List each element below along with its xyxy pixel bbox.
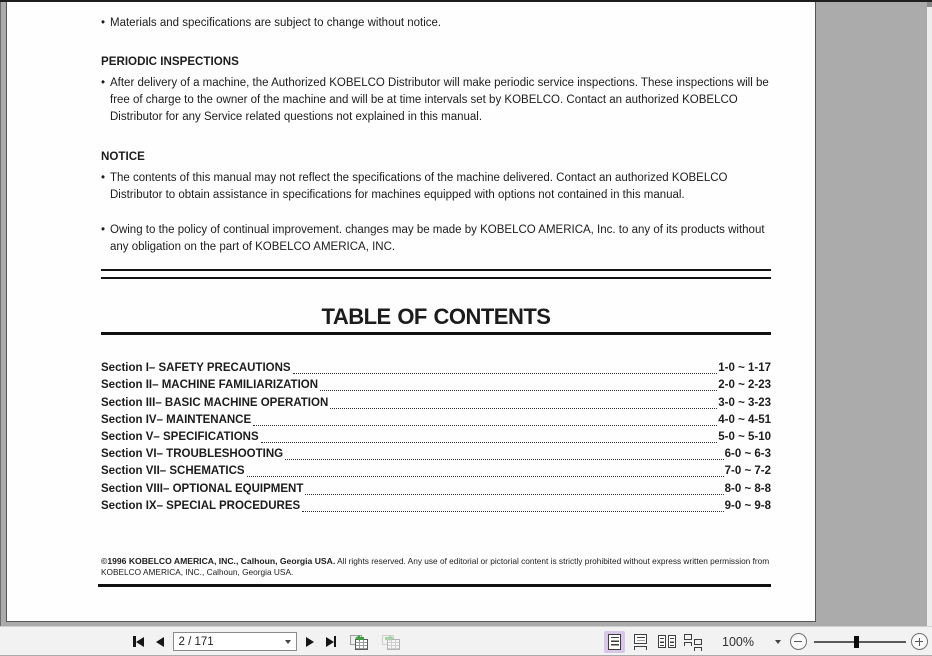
zoom-in-button[interactable] — [911, 633, 928, 650]
toc-title-underline — [101, 332, 771, 335]
zoom-dropdown-caret-icon[interactable] — [775, 640, 781, 644]
toc-entry-pages: 6-0 ~ 6-3 — [724, 448, 771, 461]
toc-entry — [101, 377, 771, 394]
bullet-icon: • — [101, 77, 106, 89]
next-page-icon — [306, 637, 314, 647]
toc-entry-pages: 9-0 ~ 9-8 — [724, 499, 771, 512]
bottom-rule — [98, 584, 771, 587]
first-page-icon — [136, 637, 144, 647]
materials-notice — [101, 15, 771, 32]
dot-leader — [320, 389, 717, 391]
toc-entry — [101, 412, 771, 429]
zoom-level-value[interactable]: 100% — [722, 634, 754, 649]
last-page-icon — [326, 637, 334, 647]
dot-leader — [305, 493, 723, 495]
toc-entry — [101, 394, 771, 411]
view-zoom-group — [604, 627, 928, 656]
bullet-icon: • — [101, 172, 106, 184]
toc-entry — [101, 360, 771, 377]
notice-heading: NOTICE — [101, 150, 145, 163]
continuous-facing-layout-button[interactable] — [682, 631, 703, 653]
zoom-slider[interactable] — [814, 641, 906, 643]
bullet-icon: • — [101, 224, 106, 236]
toc-entry-label: Section III– BASIC MACHINE OPERATION — [101, 396, 329, 409]
continuous-layout-button[interactable] — [630, 631, 651, 653]
toc-entry-pages: 5-0 ~ 5-10 — [718, 430, 771, 443]
single-page-layout-button[interactable] — [604, 631, 625, 653]
next-page-button[interactable] — [306, 631, 314, 653]
green-left-arrow-icon — [358, 637, 364, 640]
previous-page-button[interactable] — [156, 631, 164, 653]
periodic-inspections-text: After delivery of a machine, the Authorized KOBELCO Distributor will make periodic service inspections. These inspections will be free of charge to the owner of the machine and will be at time intervals set by KOBELCO. Contact an authorized KOBELCO Distributor for any Service related questions not explained in this manual. — [110, 77, 769, 123]
dot-leader — [285, 458, 724, 460]
single-page-icon — [608, 634, 621, 650]
page-navigation-group — [133, 627, 400, 656]
toc-entry-label: Section V– SPECIFICATIONS — [101, 430, 259, 443]
copyright-notice — [101, 556, 771, 578]
document-page — [6, 2, 816, 622]
chevron-down-icon[interactable] — [285, 640, 291, 644]
materials-notice-text: Materials and specifications are subject to change without notice. — [110, 17, 442, 29]
window-top-edge — [0, 0, 932, 2]
dot-leader — [302, 510, 723, 512]
previous-page-icon — [156, 637, 164, 647]
vertical-scrollbar[interactable] — [927, 0, 932, 626]
copyright-bold: ©1996 KOBELCO AMERICA, INC., Calhoun, Georgia USA. — [101, 555, 336, 566]
zoom-out-button[interactable] — [790, 633, 807, 650]
notice-text-1: The contents of this manual may not reflect the specifications of the machine delivered. Contact an authorized KOBELCO Distributor to obtain assistance in specifications for machines equipped with options not contained in this manual. — [110, 172, 728, 201]
dot-leader — [253, 424, 717, 426]
last-page-button[interactable] — [326, 631, 337, 653]
toc-entry-label: Section VI– TROUBLESHOOTING — [101, 448, 284, 461]
facing-pages-icon — [658, 635, 676, 648]
toc-entry-pages: 7-0 ~ 7-2 — [724, 465, 771, 478]
dot-leader — [330, 407, 717, 409]
continuous-facing-icon — [684, 632, 702, 651]
notice-text-2: Owing to the policy of continual improvement. changes may be made by KOBELCO AMERICA, Inc. to any of its products without any obligation on the part of KOBELCO AMERICA, INC. — [110, 224, 765, 253]
green-right-arrow-icon — [385, 637, 391, 640]
toc-list — [101, 360, 771, 515]
zoom-slider-handle[interactable] — [854, 636, 859, 648]
next-view-button[interactable] — [381, 634, 400, 650]
toc-entry-pages: 8-0 ~ 8-8 — [724, 482, 771, 495]
minus-icon — [794, 641, 802, 643]
toc-entry — [101, 429, 771, 446]
page-number-combobox[interactable] — [173, 632, 297, 651]
dot-leader — [247, 475, 724, 477]
toc-entry-pages: 4-0 ~ 4-51 — [718, 413, 771, 426]
plus-icon — [919, 638, 921, 646]
toc-entry-label: Section VII– SCHEMATICS — [101, 465, 245, 478]
copyright-rest: All rights reserved. Any use of editorial or pictorial content is strictly prohibited without express written permission from KOBELCO AMERICA, INC., Calhoun, Georgia USA. — [101, 555, 770, 577]
toc-entry — [101, 480, 771, 497]
dot-leader — [293, 372, 718, 374]
periodic-inspections-paragraph — [101, 75, 771, 126]
toc-entry-pages: 3-0 ~ 3-23 — [718, 396, 771, 409]
last-page-icon — [334, 636, 337, 647]
periodic-inspections-heading: PERIODIC INSPECTIONS — [101, 55, 239, 68]
toc-entry — [101, 498, 771, 515]
bullet-icon: • — [101, 17, 106, 29]
toc-entry-label: Section I– SAFETY PRECAUTIONS — [101, 362, 291, 375]
status-toolbar — [0, 626, 932, 655]
notice-paragraph-2 — [101, 222, 771, 256]
toc-entry-label: Section IV– MAINTENANCE — [101, 413, 252, 426]
facing-pages-layout-button[interactable] — [656, 631, 677, 653]
toc-title: TABLE OF CONTENTS — [321, 304, 551, 329]
toc-entry-label: Section VIII– OPTIONAL EQUIPMENT — [101, 482, 304, 495]
toc-entry — [101, 463, 771, 480]
previous-view-button[interactable] — [349, 634, 368, 650]
toc-entry-label: Section IX– SPECIAL PROCEDURES — [101, 499, 301, 512]
double-rule-divider — [101, 269, 771, 279]
toc-entry-pages: 2-0 ~ 2-23 — [718, 379, 771, 392]
first-page-button[interactable] — [133, 631, 144, 653]
toc-entry-label: Section II– MACHINE FAMILIARIZATION — [101, 379, 319, 392]
dot-leader — [261, 441, 718, 443]
toc-entry-pages: 1-0 ~ 1-17 — [718, 362, 771, 375]
notice-paragraph-1 — [101, 170, 771, 204]
toc-entry — [101, 446, 771, 463]
continuous-icon — [634, 634, 647, 650]
page-indicator: 2 / 171 — [178, 635, 214, 648]
